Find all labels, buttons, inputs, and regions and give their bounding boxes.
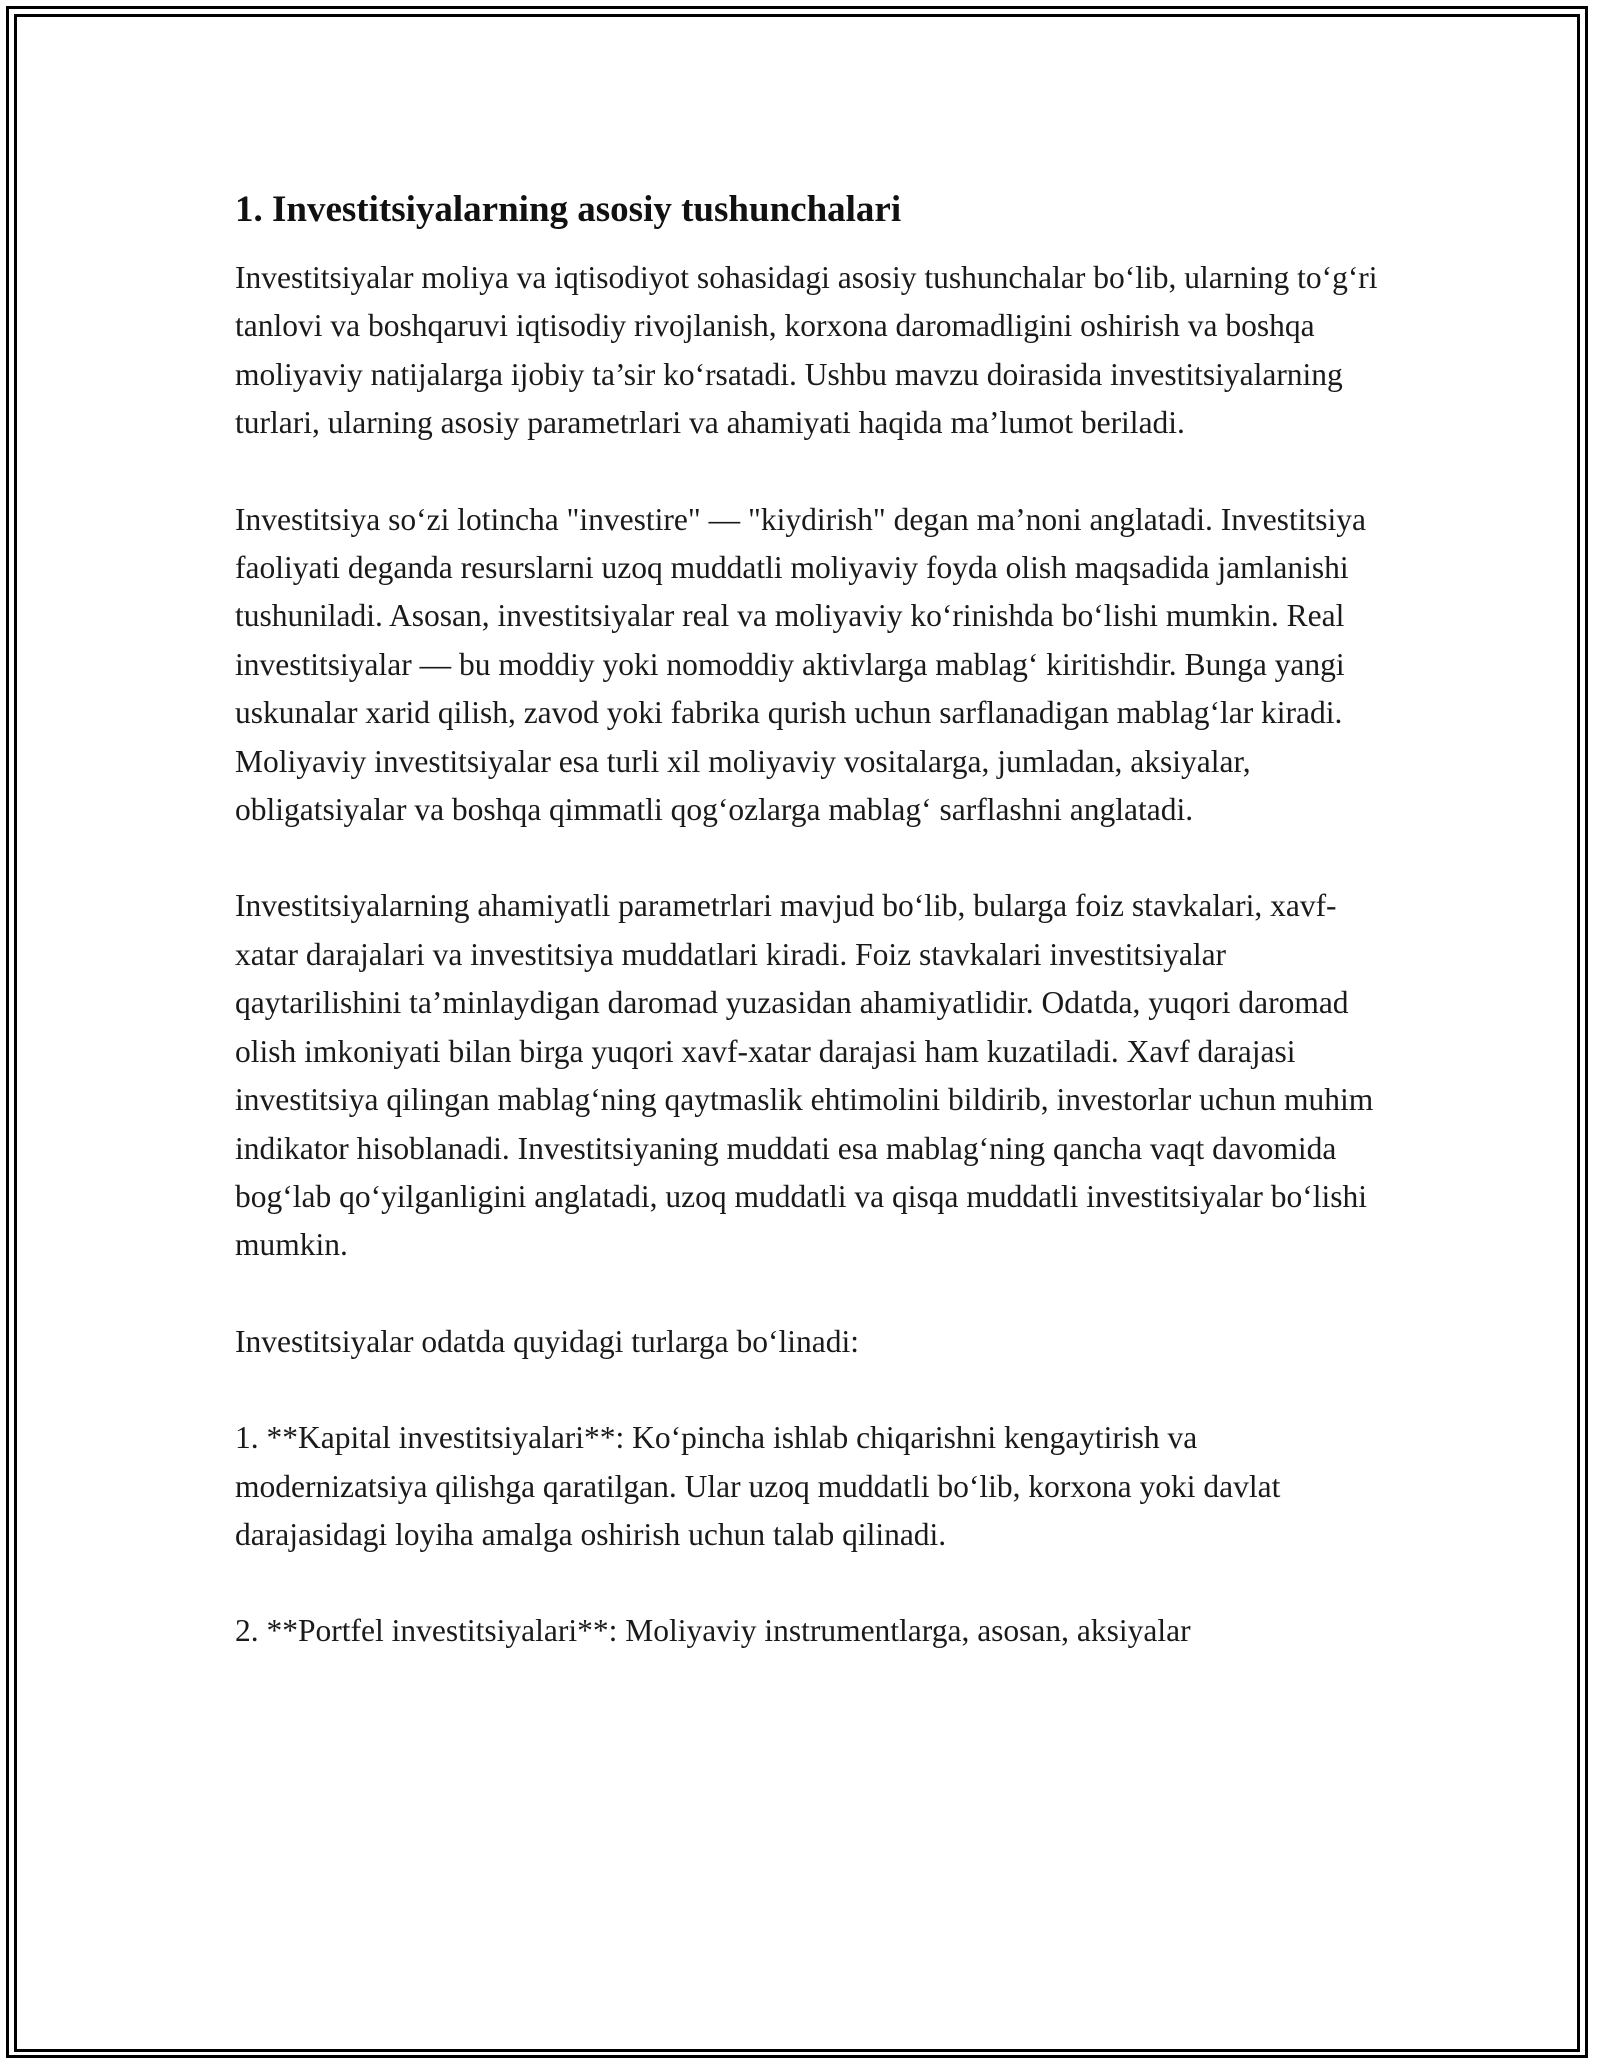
section-heading: 1. Investitsiyalarning asosiy tushunchalari — [235, 189, 902, 230]
list-item-portfolio: 2. **Portfel investitsiyalari**: Moliyaviy instrumentlarga, asosan, aksiyalar — [235, 1613, 1191, 1649]
paragraph-intro: Investitsiyalar moliya va iqtisodiyot sohasidagi asosiy tushunchalar bo‘lib, ularning to‘g‘ri tanlovi va boshqaruvi iqtisodiy rivojlanish, korxona daromadligini oshirish va boshqa moliyaviy natijalarga ijobiy ta’sir ko‘rsatadi. Ushbu mavzu doirasida investitsiyalarning turlari, ularning asosiy parametrlari va ahamiyati haqida ma’lumot beriladi. — [235, 260, 1378, 441]
paragraph-definition: Investitsiya so‘zi lotincha "investire" — "kiydirish" degan ma’noni anglatadi. Investitsiya faoliyati deganda resurslarni uzoq muddatli moliyaviy foyda olish maqsadida jamlanishi tushuniladi. Asosan, investitsiyalar real va moliyaviy ko‘rinishda bo‘lishi mumkin. Real investitsiyalar — bu moddiy yoki nomoddiy aktivlarga mablag‘ kiritishdir. Bunga yangi uskunalar xarid qilish, zavod yoki fabrika qurish uchun sarflanadigan mablag‘lar kiradi. Moliyaviy investitsiyalar esa turli xil moliyaviy vositalarga, jumladan, aksiyalar, obligatsiyalar va boshqa qimmatli qog‘ozlarga mablag‘ sarflashni anglatadi. — [235, 501, 1366, 828]
document-body — [235, 186, 1385, 1704]
list-item-capital: 1. **Kapital investitsiyalari**: Ko‘pincha ishlab chiqarishni kengaytirish va modernizatsiya qilishga qaratilgan. Ular uzoq muddatli bo‘lib, korxona yoki davlat darajasidagi loyiha amalga oshirish uchun talab qilinadi. — [235, 1420, 1281, 1552]
paragraph-types-intro: Investitsiyalar odatda quyidagi turlarga bo‘linadi: — [235, 1323, 860, 1359]
paragraph-parameters: Investitsiyalarning ahamiyatli parametrlari mavjud bo‘lib, bularga foiz stavkalari, xavf-xatar darajalari va investitsiya muddatlari kiradi. Foiz stavkalari investitsiyalar qaytarilishini ta’minlaydigan daromad yuzasidan ahamiyatlidir. Odatda, yuqori daromad olish imkoniyati bilan birga yuqori xavf-xatar darajasi ham kuzatiladi. Xavf darajasi investitsiya qilingan mablag‘ning qaytmaslik ehtimolini bildirib, investorlar uchun muhim indikator hisoblanadi. Investitsiyaning muddati esa mablag‘ning qancha vaqt davomida bog‘lab qo‘yilganligini anglatadi, uzoq muddatli va qisqa muddatli investitsiyalar bo‘lishi mumkin. — [235, 888, 1374, 1263]
